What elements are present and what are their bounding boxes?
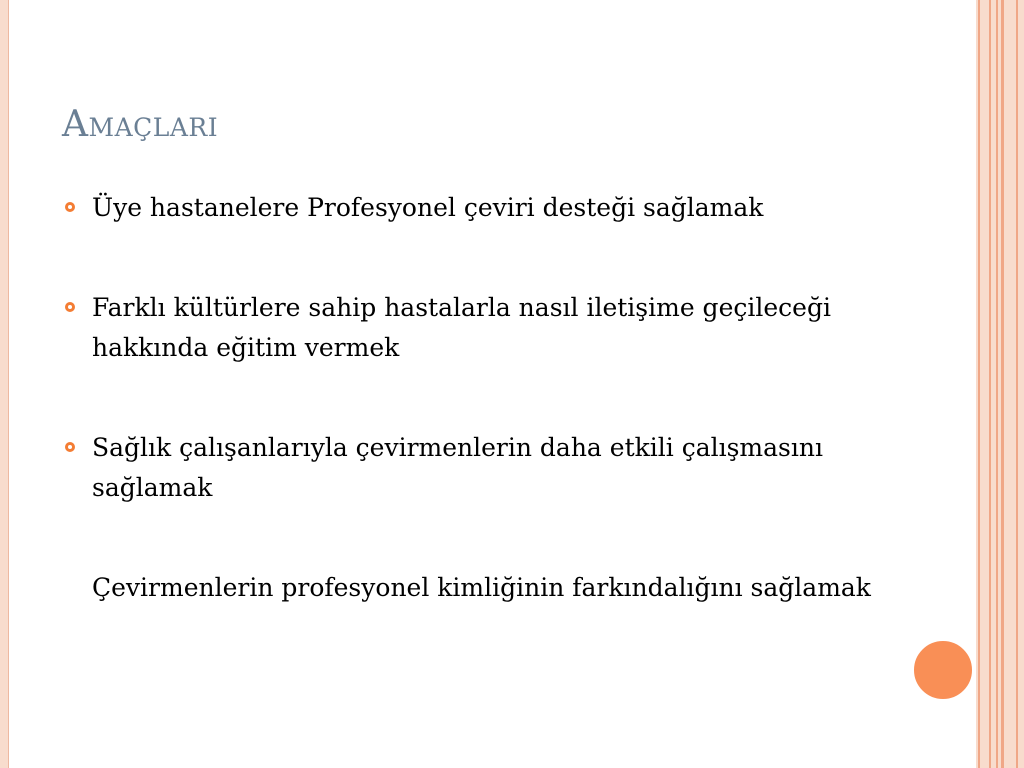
slide-title: Amaçlari <box>62 104 219 145</box>
bullet-marker-icon <box>65 302 75 312</box>
right-decorative-stripes <box>976 0 1024 768</box>
stripe-line <box>978 0 980 768</box>
bullet-item <box>62 288 892 368</box>
stripe-line <box>989 0 991 768</box>
bullet-text: Sağlık çalışanlarıyla çevirmenlerin daha etkili çalışmasını sağlamak <box>92 433 823 502</box>
accent-circle-decoration <box>912 639 974 701</box>
bullet-item <box>62 428 892 508</box>
bullet-list <box>62 188 892 608</box>
bullet-marker-icon <box>65 202 75 212</box>
stripe-line <box>1016 0 1018 768</box>
left-decorative-border <box>0 0 9 768</box>
bullet-marker-icon <box>65 442 75 452</box>
bullet-text: Üye hastanelere Profesyonel çeviri desteği sağlamak <box>92 193 764 222</box>
bullet-text: Farklı kültürlere sahip hastalarla nasıl iletişime geçileceği hakkında eğitim vermek <box>92 293 831 362</box>
stripe-line <box>996 0 998 768</box>
bullet-item <box>62 188 892 228</box>
stripe-line <box>1001 0 1004 768</box>
bullet-item <box>62 568 892 608</box>
bullet-text: Çevirmenlerin profesyonel kimliğinin farkındalığını sağlamak <box>92 573 871 602</box>
